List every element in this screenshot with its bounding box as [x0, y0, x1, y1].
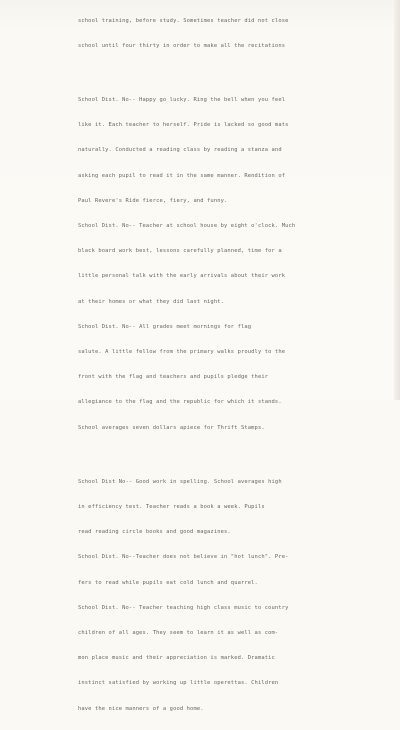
text-line: School Dist. No--Teacher does not believe in "hot lunch". Pre-: [78, 554, 289, 561]
text-line: Paul Revere's Ride fierce, fiery, and funny.: [78, 197, 228, 204]
text-line: in efficiency test. Teacher reads a book a week. Pupils: [78, 503, 265, 510]
text-line: have the nice manners of a good home.: [78, 705, 204, 712]
text-line: black board work best, lessons carefully planned, time for a: [78, 248, 282, 255]
text-line: school until four thirty in order to make all the recitations: [78, 43, 286, 50]
text-line: naturally. Conducted a reading class by reading a stanza and: [78, 147, 282, 154]
text-line: front with the flag and teachers and pupils pledge their: [78, 374, 269, 381]
text-line: at their homes or what they did last night.: [78, 298, 225, 305]
text-line: mon place music and their appreciation is marked. Dramatic: [78, 655, 275, 662]
text-line: School Dist. No-- Teacher at school house by eight o'clock. Much: [78, 223, 296, 230]
text-line: School Dist. No-- All grades meet mornings for flag: [78, 323, 252, 330]
text-line: allegiance to the flag and the republic for which it stands.: [78, 399, 282, 406]
text-line: little personal talk with the early arrivals about their work: [78, 273, 286, 280]
text-line: fers to read while pupils eat cold lunch and quarrel.: [78, 579, 258, 586]
text-line: read reading circle books and good magazines.: [78, 529, 231, 536]
page-edge: [394, 0, 400, 400]
text-line: School Dist No-- Good work in spelling. School averages high: [78, 478, 282, 485]
text-line: School averages seven dollars apiece for Thrift Stamps.: [78, 424, 265, 431]
text-line: School Dist. No-- Happy go lucky. Ring the bell when you feel: [78, 97, 286, 104]
text-line: like it. Each teacher to herself. Pride is lacked so good mats: [78, 122, 289, 129]
text-line: instinct satisfied by working up little operettas. Children: [78, 680, 279, 687]
typewritten-text: [78, 0, 378, 730]
text-line: children of all ages. They seem to learn it as well as com-: [78, 629, 279, 636]
text-line: school training, before study. Sometimes teacher did not close: [78, 17, 289, 24]
text-line: salute. A little fellow from the primary walks proudly to the: [78, 349, 286, 356]
text-line: asking each pupil to read it in the same manner. Rendition of: [78, 172, 286, 179]
text-line: School Dist. No-- Teacher teaching high class music to country: [78, 604, 289, 611]
